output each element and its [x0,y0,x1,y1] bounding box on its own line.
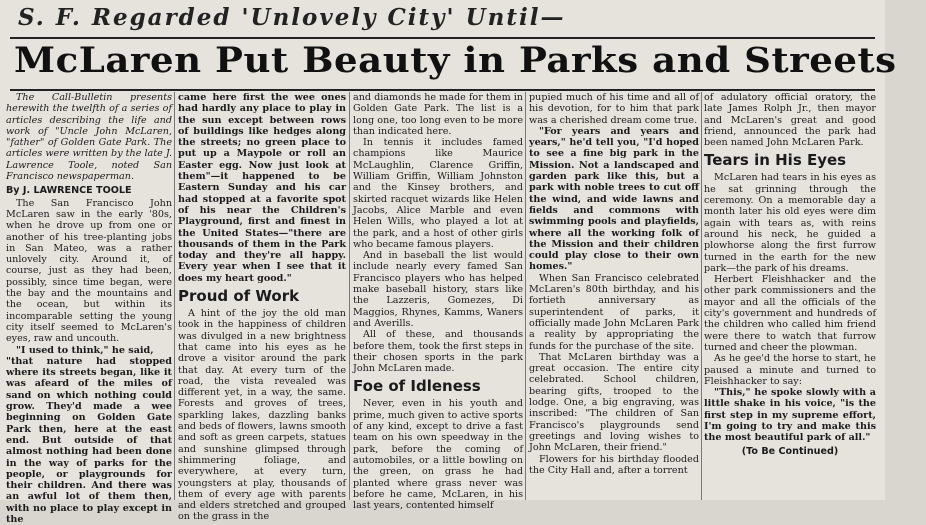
subhead-proud-of-work: Proud of Work [178,287,300,306]
column-divider [349,92,350,500]
paragraph: As he gee'd the horse to start, he paused a minute and turned to Fleishhacker to say: [704,353,876,387]
article-column-3 [353,92,523,512]
quote-paragraph: "that nature had stopped where its streets began, like it was afeard of the miles of sand on which nothing could grow. They'd made a wee beginning on Golden Gate Park then, here at the east end. But outside of that almost nothing had been done in the way of parks for the people, or playgrounds for their children. And there was an awful lot of them then, with no place to play except in the [6,355,172,525]
subhead-foe-of-idleness: Foe of Idleness [353,377,481,396]
quote-paragraph: "This," he spoke slowly with a little shake in his voice, "is the first step in my supreme effort, I'm going to try and make this the most beautiful park of all." [704,387,876,444]
to-be-continued: (To Be Continued) [741,445,839,457]
paragraph: Never, even in his youth and prime, much given to active sports of any kind, except to drive a fast team on his own speedway in the park, before the coming of automobiles, or a little bowling on the green, on grass he had planted where grass never was before he came, McLaren, in his last years, contented himself [353,398,523,512]
paragraph: Herbert Fleishhacker and the other park commissioners and the mayor and all the officials of the city's government and hundreds of the children who called him friend were there to watch that furrow turned and cheer the plowman. [704,274,876,353]
quote-paragraph: came here first the wee ones had hardly any place to play in the sun except between rows of buildings like hedges along the streets; no green place to put up a Maypole or roll an Easter egg. Now just look at them"—it happened to be Eastern Sunday and his car had stopped at a favorite spot of his near the Children's Playground, first and finest in the United States—"there are thousands of them in the Park today and they're all happy. Every year when I see that it does my heart good." [178,92,346,284]
paragraph: Flowers for his birthday flooded the City Hall and, after a torrent [529,453,699,476]
article-column-1 [6,92,172,525]
column-divider [525,92,526,500]
paragraph: of adulatory official oratory, the late James Rolph Jr., then mayor and McLaren's great and good friend, announced the park had been named John McLaren Park. [704,92,876,149]
column-divider [701,92,702,500]
paragraph: McLaren had tears in his eyes as he sat grinning through the ceremony. On a memorable day a month later his old eyes were dim again with tears as, with reins around his neck, he guided a plowhorse along the first furrow turned in the earth for the new park—the park of his dreams. [704,172,876,274]
byline: By J. LAWRENCE TOOLE [6,185,132,197]
article-column-5 [704,92,876,500]
article-column-2 [178,92,346,523]
rule-top [10,37,875,39]
paragraph: When San Francisco celebrated McLaren's 80th birthday, and his fortieth anniversary as superintendent of parks, it officially made John McLaren Park a reality by appropriating the funds for the purchase of the site. [529,272,699,352]
article-column-4 [529,92,699,500]
quote-paragraph: "For years and years and years," he'd tell you, "I'd hoped to see a fine big park in the Mission. Not a landscaped and garden park like this, but a park with noble trees to cut off the wind, and wide lawns and fields and commons with swimming pools and playfields, where all the working folk of the Mission and their children could play close to their own homes." [529,125,699,273]
paragraph: and diamonds he made for them in Golden Gate Park. The list is a long one, too long even to be more than indicated here. [353,92,523,137]
rule-under-headline [10,89,875,91]
subhead-tears-in-his-eyes: Tears in His Eyes [704,151,847,170]
paragraph: pupied much of his time and all of his devotion, for to him that park was a cherished dream come true. [529,92,699,126]
main-headline: McLaren Put Beauty in Parks and Streets [14,40,897,81]
quote-lead: "I used to think," he said, [16,344,154,356]
paragraph: In tennis it includes famed champions like Maurice McLaughlin, Clarence Griffin, William Griffin, William Johnston and the Kinsey brothers, and skirted racquet wizards like Helen Jacobs, Alice Marble and even Helen Wills, who played a lot at the park, and a host of other girls who became famous players. [353,137,523,250]
column-divider [174,92,175,500]
paragraph: A hint of the joy the old man took in the happiness of children was divulged in a new brightness that came into his eyes as he drove a visitor around the park that day. At every turn of the road, the vista revealed was different yet, in a way, the same. Forests and groves of trees, sparkling lakes, dazzling banks and beds of flowers, lawns smooth and soft as green carpets, statues and sunshine glimpsed through shimmering foliage, and everywhere, at every turn, youngsters at play, thousands of them of every age with parents and elders stretched and grouped on the grass in the [178,308,346,523]
paragraph: And in baseball the list would include nearly every famed San Francisco players who has helped make baseball history, stars like the Lazzeris, Gomezes, Di Maggios, Rhynes, Kamms, Waners and Averills. [353,250,523,329]
paragraph: All of these, and thousands before them, took the first steps in their chosen sports in the park John McLaren made. [353,329,523,375]
editor-note: The Call-Bulletin presents herewith the twelfth of a series of articles describing the life and work of "Uncle John McLaren, "father" of Golden Gate Park. The articles were written by the late J. Lawrence Toole, noted San Francisco newspaperman. [6,92,172,183]
paragraph: That McLaren birthday was a great occasion. The entire city celebrated. School children, bearing gifts, trooped to the lodge. One, a big engraving, was inscribed: "The children of San Francisco's playgrounds send greetings and loving wishes to John McLaren, their friend." [529,351,699,454]
paragraph: The San Francisco John McLaren saw in the early '80s, when he drove up from one or another of his tree-planting jobs in San Mateo, was a rather unlovely city. Around it, of course, just as they had been, possibly, since time began, were the bay and the mountains and the ocean, but within its incomparable setting the young city itself seemed to McLaren's eyes, raw and uncouth. [6,197,172,345]
kicker-headline: S. F. Regarded 'Unlovely City' Until— [18,4,566,31]
